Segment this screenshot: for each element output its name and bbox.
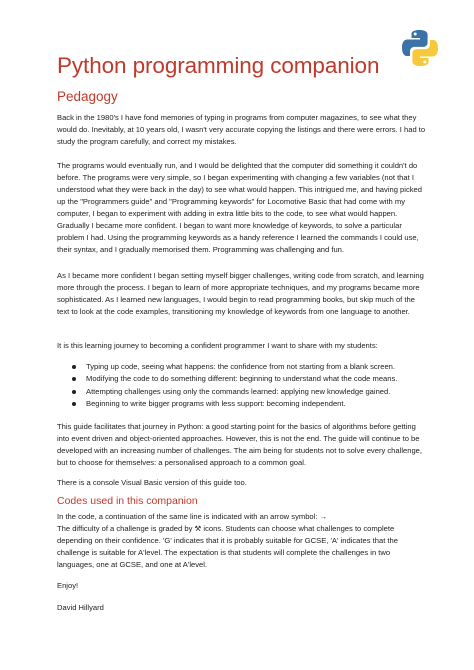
paragraph: There is a console Visual Basic version of this guide too. bbox=[57, 478, 247, 487]
section-heading-pedagogy: Pedagogy bbox=[57, 89, 118, 104]
list-item: Attempting challenges using only the commands learned: applying new knowledge gained. bbox=[57, 386, 427, 398]
list-item: Modifying the code to do something different: beginning to understand what the code means. bbox=[57, 373, 427, 385]
paragraph: In the code, a continuation of the same line is indicated with an arrow symbol: → bbox=[57, 512, 328, 521]
author-name: David Hillyard bbox=[57, 603, 104, 612]
page-title: Python programming companion bbox=[57, 53, 380, 78]
paragraph: Back in the 1980's I have fond memories of typing in programs from computer magazines, to see what they would do. Inevitably, at 10 years old, I wasn't very accurate copying the listings and there were errors. I had to study the program carefully, and correct my mistakes. bbox=[57, 113, 426, 146]
python-logo-icon bbox=[400, 28, 440, 68]
paragraph: The programs would eventually run, and I would be delighted that the computer did something it couldn't do before. The programs were very simple, so I began experimenting with changing a few variables (not that I understood what they were back in the day) to see what would happen. This intrigued me, and having picked up the "Programmers guide" and "Programming keywords" for Locomotive Basic that had come with my computer, I began to experiment with adding in extra little bits to the code, to see what would happen. Gradually I became more confident. I began to want more knowledge of keywords, to solve a particular problem I had. Using the programming keywords as a handy reference I learned the commands I could use, their syntax, and I gradually memorised them. Programming was challenging and fun. bbox=[57, 161, 423, 254]
paragraph: It is this learning journey to becoming a confident programmer I want to share with my students: bbox=[57, 341, 378, 350]
paragraph: The difficulty of a challenge is graded by ⚒ icons. Students can choose what challenges to complete depending on their confidence. 'G' indicates that it is probably suitable for GCSE, 'A' indicates that the challenge is suitable for A'level. The expectation is that students will complete the challenges in two languages, one at GCSE, and one at A'level. bbox=[57, 524, 398, 569]
bullet-list bbox=[57, 361, 427, 411]
paragraph: This guide facilitates that journey in Python: a good starting point for the basics of algorithms before getting into event driven and object-oriented approaches. However, this is not the end. The guide will continue to be developed with an increasing number of challenges. The aim being for students not to solve every challenge, but to choose for themselves: a personalised approach to a common goal. bbox=[57, 422, 423, 467]
list-item: Beginning to write bigger programs with less support: becoming independent. bbox=[57, 398, 427, 410]
paragraph: As I became more confident I began setting myself bigger challenges, writing code from scratch, and learning more through the process. I began to learn of more appropriate techniques, and my programs became more sophisticated. As I learned new languages, I would begin to read programming books, but skip much of the text to look at the code examples, transitioning my knowledge of keywords from one language to another. bbox=[57, 271, 424, 316]
section-heading-codes: Codes used in this companion bbox=[57, 495, 198, 507]
signoff-enjoy: Enjoy! bbox=[57, 581, 79, 590]
list-item: Typing up code, seeing what happens: the confidence from not starting from a blank screen. bbox=[57, 361, 427, 373]
